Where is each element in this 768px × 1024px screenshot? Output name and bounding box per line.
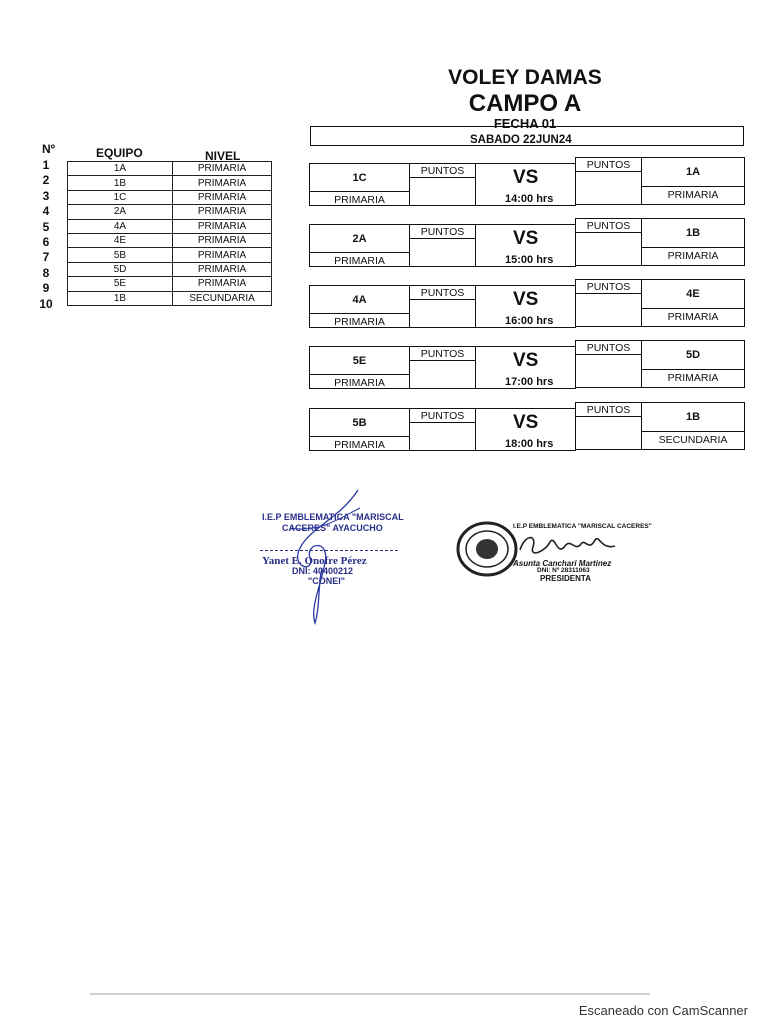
away-points-label: PUNTOS <box>586 281 631 293</box>
level-cell: SECUNDARIA <box>173 291 272 305</box>
fecha-label: FECHA 01 <box>493 116 557 131</box>
level-cell: PRIMARIA <box>173 233 272 247</box>
home-level: PRIMARIA <box>334 255 385 267</box>
left-sig-org: "CONEI" <box>308 576 346 586</box>
row-number: 8 <box>42 265 50 280</box>
date-text: SABADO 22JUN24 <box>470 134 572 146</box>
table-row <box>68 205 272 219</box>
match-row <box>309 157 745 205</box>
level-cell: PRIMARIA <box>173 248 272 262</box>
vs-label: VS <box>513 350 539 371</box>
match-time: 14:00 hrs <box>505 193 554 205</box>
team-cell: 1A <box>68 162 173 176</box>
match-time: 18:00 hrs <box>505 438 554 450</box>
team-cell: 1C <box>68 190 173 204</box>
level-cell: PRIMARIA <box>173 190 272 204</box>
home-team: 2A <box>352 233 367 245</box>
level-header: NIVEL <box>205 149 241 163</box>
team-cell: 5D <box>68 262 173 276</box>
table-row <box>68 162 272 176</box>
scan-edge-line <box>90 993 650 995</box>
table-row <box>68 233 272 247</box>
home-points-label: PUNTOS <box>420 348 465 360</box>
home-level: PRIMARIA <box>334 377 385 389</box>
home-team: 5E <box>352 355 367 367</box>
away-level: PRIMARIA <box>667 189 719 201</box>
left-sig-line1: I.E.P EMBLEMATICA "MARISCAL <box>262 512 404 522</box>
row-number: 3 <box>42 188 50 203</box>
match-time: 16:00 hrs <box>505 315 554 327</box>
team-cell: 2A <box>68 205 173 219</box>
team-cell: 5B <box>68 248 173 262</box>
home-team: 1C <box>352 172 367 184</box>
row-number: 6 <box>42 234 50 249</box>
table-row <box>68 291 272 305</box>
team-cell: 1B <box>68 291 173 305</box>
away-team: 1B <box>685 227 701 239</box>
left-handwritten-signature <box>270 488 380 628</box>
right-sig-dni: DNI: Nº 28311063 <box>537 567 590 574</box>
document-title: VOLEY DAMAS <box>448 66 602 89</box>
table-row <box>68 248 272 262</box>
level-cell: PRIMARIA <box>173 205 272 219</box>
row-number: 9 <box>42 281 50 296</box>
match-time: 15:00 hrs <box>505 254 554 266</box>
row-number: 4 <box>42 204 50 219</box>
home-team: 5B <box>352 417 367 429</box>
away-points-label: PUNTOS <box>586 404 631 416</box>
camscanner-watermark: Escaneado con CamScanner <box>578 1003 748 1018</box>
row-number: 10 <box>39 296 53 311</box>
table-row <box>68 176 272 190</box>
row-number: 2 <box>42 173 50 188</box>
match-row <box>309 218 745 266</box>
match-time: 17:00 hrs <box>505 376 554 388</box>
home-level: PRIMARIA <box>334 194 385 206</box>
team-cell: 5E <box>68 277 173 291</box>
home-points-label: PUNTOS <box>420 165 465 177</box>
row-number: 5 <box>42 219 50 234</box>
away-points-label: PUNTOS <box>586 159 631 171</box>
team-header: EQUIPO <box>96 146 143 160</box>
level-cell: PRIMARIA <box>173 262 272 276</box>
table-row <box>68 277 272 291</box>
num-header: Nº <box>42 142 56 156</box>
team-cell: 1B <box>68 176 173 190</box>
official-seal-icon <box>455 520 519 578</box>
team-table <box>67 161 272 306</box>
level-cell: PRIMARIA <box>173 219 272 233</box>
away-points-label: PUNTOS <box>586 220 631 232</box>
away-level: PRIMARIA <box>667 311 719 323</box>
right-sig-header: I.E.P EMBLEMATICA "MARISCAL CACERES" <box>513 523 652 530</box>
home-points-label: PUNTOS <box>420 287 465 299</box>
left-sig-name: Yanet E. Onofre Pérez <box>262 555 367 567</box>
away-team: 1B <box>685 411 701 423</box>
table-row <box>68 190 272 204</box>
row-number: 1 <box>42 158 50 172</box>
home-team: 4A <box>352 294 367 306</box>
home-level: PRIMARIA <box>334 316 385 328</box>
home-points-label: PUNTOS <box>420 226 465 238</box>
left-sig-line2: CACERES" AYACUCHO <box>282 523 383 533</box>
match-row <box>309 340 745 388</box>
team-cell: 4A <box>68 219 173 233</box>
vs-label: VS <box>513 289 539 310</box>
home-level: PRIMARIA <box>334 439 385 451</box>
table-row <box>68 219 272 233</box>
away-level: PRIMARIA <box>667 250 719 262</box>
field-title: CAMPO A <box>468 90 582 117</box>
vs-label: VS <box>513 228 539 249</box>
home-points-label: PUNTOS <box>420 410 465 422</box>
left-sig-dni: DNI: 40400212 <box>292 566 354 576</box>
level-cell: PRIMARIA <box>173 176 272 190</box>
away-points-label: PUNTOS <box>586 342 631 354</box>
right-sig-role: PRESIDENTA <box>540 574 591 583</box>
right-sig-name: Asunta Canchari Martinez <box>513 559 612 568</box>
right-handwritten-signature <box>515 532 620 562</box>
away-level: SECUNDARIA <box>658 434 728 446</box>
away-team: 1A <box>685 166 701 178</box>
away-team: 4E <box>686 288 700 300</box>
level-cell: PRIMARIA <box>173 162 272 176</box>
vs-label: VS <box>513 412 539 433</box>
table-row <box>68 262 272 276</box>
team-cell: 4E <box>68 233 173 247</box>
match-row <box>309 279 745 327</box>
row-number: 7 <box>42 250 50 265</box>
away-level: PRIMARIA <box>667 372 719 384</box>
vs-label: VS <box>513 167 539 188</box>
away-team: 5D <box>685 349 701 361</box>
match-row <box>309 402 745 450</box>
level-cell: PRIMARIA <box>173 277 272 291</box>
row-numbers <box>36 158 56 312</box>
